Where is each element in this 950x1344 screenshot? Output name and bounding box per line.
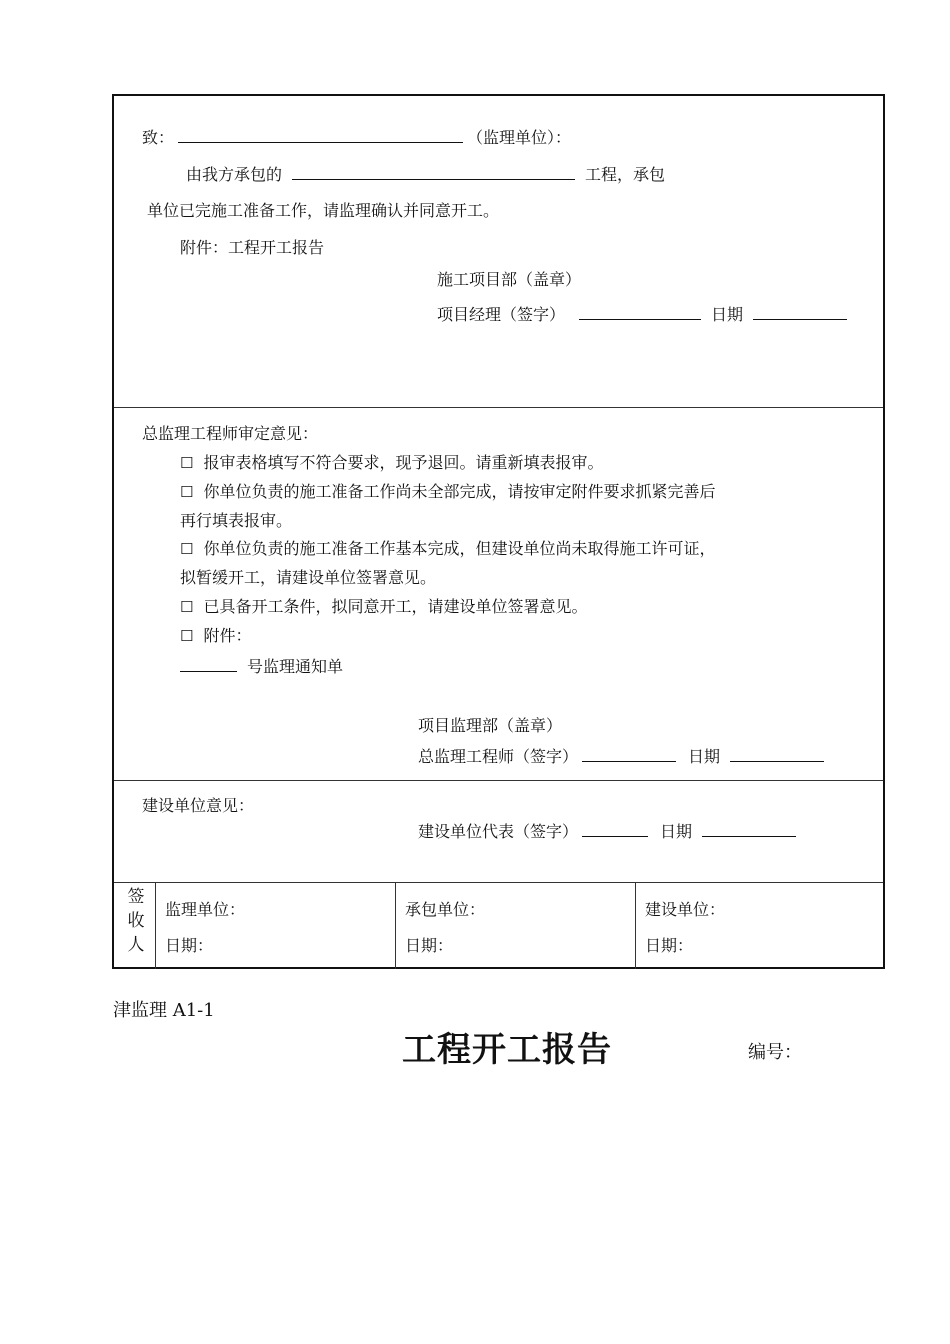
owner-sign-label: 建设单位代表（签字） xyxy=(418,822,579,841)
chief-opinion-heading: 总监理工程师审定意见： xyxy=(142,424,319,443)
option-3-text: 你单位负责的施工准备工作基本完成，但建设单位尚未取得施工许可证， xyxy=(203,539,716,558)
owner-date-blank[interactable] xyxy=(702,820,796,837)
signer-row xyxy=(114,883,883,969)
manager-date-blank[interactable] xyxy=(753,303,847,320)
statement-line: 单位已完施工准备工作，请监理确认并同意开工。 xyxy=(147,201,500,220)
project-line xyxy=(186,163,665,185)
option-5-text: 附件： xyxy=(203,626,252,645)
owner-unit-label: 建设单位： xyxy=(645,900,726,919)
approval-form xyxy=(112,94,885,969)
checkbox-icon[interactable]: ☐ xyxy=(180,483,194,501)
option-3[interactable] xyxy=(180,539,715,559)
owner-sign-line xyxy=(418,820,800,842)
supervision-dept-stamp: 项目监理部（盖章） xyxy=(418,716,563,735)
divider xyxy=(155,883,156,969)
option-1-text: 报审表格填写不符合要求，现予退回。请重新填表报审。 xyxy=(203,453,604,472)
notice-line xyxy=(180,655,343,677)
manager-sign-label: 项目经理（签字） xyxy=(437,305,566,324)
option-2-continued: 再行填表报审。 xyxy=(180,511,293,530)
contractor-date-label: 日期： xyxy=(405,936,454,955)
chief-sign-line xyxy=(418,745,828,767)
chief-sign-label: 总监理工程师（签字） xyxy=(418,747,579,766)
date-label: 日期 xyxy=(660,822,693,841)
supervisor-unit-blank[interactable] xyxy=(178,126,463,143)
owner-sign-blank[interactable] xyxy=(582,820,648,837)
owner-opinion-heading: 建设单位意见： xyxy=(142,796,255,815)
date-label: 日期 xyxy=(688,747,721,766)
checkbox-icon[interactable]: ☐ xyxy=(180,627,194,645)
manager-sign-blank[interactable] xyxy=(579,303,701,320)
divider xyxy=(114,780,883,781)
form-code: 津监理 A1-1 xyxy=(113,1000,215,1021)
to-suffix: （监理单位）： xyxy=(467,128,572,147)
project-name-blank[interactable] xyxy=(292,163,575,180)
page-title: 工程开工报告 xyxy=(402,1030,612,1070)
option-2[interactable] xyxy=(180,482,715,502)
manager-sign-line xyxy=(437,303,851,325)
divider xyxy=(395,883,396,969)
option-4-text: 已具备开工条件，拟同意开工，请建设单位签署意见。 xyxy=(203,597,588,616)
date-label: 日期 xyxy=(711,305,744,324)
signer-char: 签 xyxy=(127,887,145,907)
checkbox-icon[interactable]: ☐ xyxy=(180,598,194,616)
contractor-unit-label: 承包单位： xyxy=(405,900,486,919)
option-1[interactable] xyxy=(180,453,603,473)
to-prefix: 致： xyxy=(142,128,175,147)
document-number-label: 编号： xyxy=(748,1042,802,1063)
signer-char: 收 xyxy=(127,911,145,931)
checkbox-icon[interactable]: ☐ xyxy=(180,454,194,472)
notice-suffix: 号监理通知单 xyxy=(247,657,344,676)
signer-char: 人 xyxy=(127,935,145,955)
attachment-line: 附件：工程开工报告 xyxy=(180,238,325,257)
checkbox-icon[interactable]: ☐ xyxy=(180,540,194,558)
owner-date-label: 日期： xyxy=(645,936,694,955)
divider xyxy=(114,407,883,408)
option-5[interactable] xyxy=(180,626,251,646)
supervisor-unit-label: 监理单位： xyxy=(165,900,246,919)
signer-vertical-label xyxy=(122,885,150,957)
project-prefix: 由我方承包的 xyxy=(186,165,283,184)
notice-number-blank[interactable] xyxy=(180,655,237,672)
supervisor-date-label: 日期： xyxy=(165,936,214,955)
divider xyxy=(635,883,636,969)
construction-dept-stamp: 施工项目部（盖章） xyxy=(437,270,582,289)
option-3-continued: 拟暂缓开工，请建设单位签署意见。 xyxy=(180,568,437,587)
chief-date-blank[interactable] xyxy=(730,745,824,762)
option-2-text: 你单位负责的施工准备工作尚未全部完成，请按审定附件要求抓紧完善后 xyxy=(203,482,716,501)
project-suffix: 工程，承包 xyxy=(585,165,666,184)
option-4[interactable] xyxy=(180,597,587,617)
chief-sign-blank[interactable] xyxy=(582,745,676,762)
addressee-line xyxy=(142,126,571,148)
